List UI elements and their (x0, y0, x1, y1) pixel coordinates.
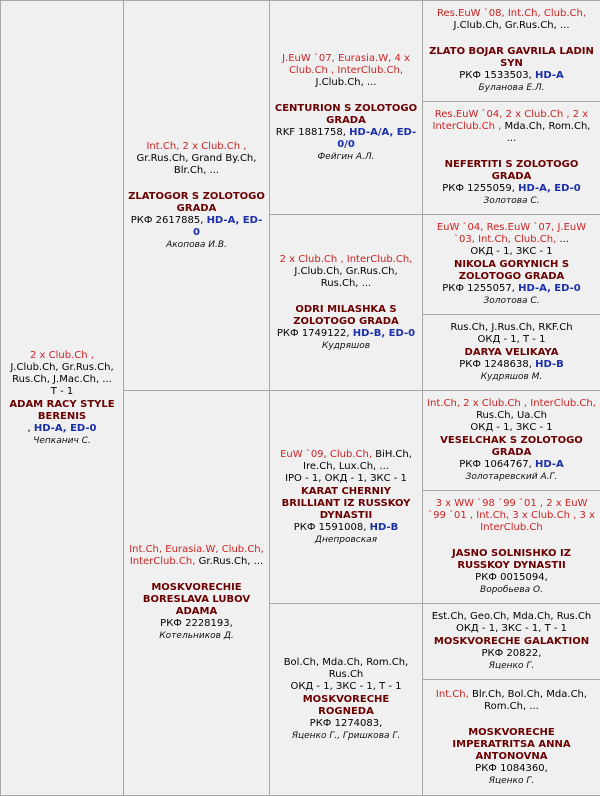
owner: Кудряшов М. (427, 371, 596, 383)
titles: Rus.Ch, J.Rus.Ch, RKF.Ch (427, 322, 596, 334)
registration: РКФ 1749122, HD-B, ED-0 (274, 328, 418, 340)
owner: Котельников Д. (128, 630, 265, 642)
titles: 2 x Club.Ch , InterClub.Ch, J.Club.Ch, Gr.Rus.Ch, Rus.Ch, ... (274, 254, 418, 290)
dog-name[interactable]: ZLATO BOJAR GAVRILA LADIN SYN (427, 46, 596, 70)
dog-name[interactable]: NEFERTITI S ZOLOTOGO GRADA (427, 159, 596, 183)
dog-name[interactable]: ZLATOGOR S ZOLOTOGO GRADA (128, 191, 265, 215)
extra-info: T - 1 (5, 386, 119, 398)
dog-cell-dsd (423, 491, 600, 604)
registration: РКФ 1084360, (427, 763, 596, 775)
health-result: HD-A, ED-0 (518, 283, 581, 294)
dog-cell-sire (124, 1, 270, 391)
dog-name[interactable]: MOSKVORECHIE BORESLAVA LUBOV ADAMA (128, 582, 265, 618)
titles: EuW `09, Club.Ch, BiH.Ch, Ire.Ch, Lux.Ch, ... (274, 449, 418, 473)
health-result: HD-B (370, 522, 399, 533)
extra-info: ОКД - 1, ЗКС - 1, Т - 1 (427, 623, 596, 635)
health-result: HD-B, ED-0 (353, 328, 415, 339)
titles: 3 x WW `98 `99 `01 , 2 x EuW `99 `01 , Int.Ch, 3 x Club.Ch , 3 x InterClub.Ch (427, 498, 596, 534)
dog-cell-ss (270, 1, 423, 215)
owner: Днепровская (274, 534, 418, 546)
registration: РКФ 1591008, HD-B (274, 522, 418, 534)
dog-cell-root (1, 1, 124, 796)
health-result: HD-A (535, 70, 564, 81)
titles: Int.Ch, 2 x Club.Ch , InterClub.Ch, Rus.Ch, Ua.Ch (427, 398, 596, 422)
dog-cell-sds (423, 215, 600, 315)
extra-info: IPO - 1, ОКД - 1, ЗКС - 1 (274, 473, 418, 485)
registration: РКФ 1255059, HD-A, ED-0 (427, 183, 596, 195)
health-result: HD-A, ED-0 (193, 215, 262, 238)
titles: Res.EuW `04, 2 x Club.Ch , 2 x InterClub.Ch , Mda.Ch, Rom.Ch, ... (427, 109, 596, 145)
owner: Фейгин А.Л. (274, 151, 418, 163)
dog-name[interactable]: ADAM RACY STYLE BERENIS (5, 399, 119, 423)
owner: Яценко Г. (427, 660, 596, 672)
dog-name[interactable]: KARAT CHERNIY BRILLIANT IZ RUSSKOY DYNASTII (274, 486, 418, 522)
health-result: HD-A/A, ED-0/0 (337, 127, 416, 150)
registration: РКФ 2228193, (128, 618, 265, 630)
dog-cell-sd (270, 215, 423, 391)
registration: , HD-A, ED-0 (5, 423, 119, 435)
registration: РКФ 1533503, HD-A (427, 70, 596, 82)
owner: Яценко Г. (427, 775, 596, 787)
titles: Int.Ch, Blr.Ch, Bol.Ch, Mda.Ch, Rom.Ch, ... (427, 689, 596, 713)
dog-cell-ds (270, 391, 423, 604)
extra-info: ОКД - 1, Т - 1 (427, 334, 596, 346)
dog-name[interactable]: MOSKVORECHE IMPERATRITSA ANNA ANTONOVNA (427, 727, 596, 763)
health-result: HD-B (535, 359, 564, 370)
registration: РКФ 1248638, HD-B (427, 359, 596, 371)
dog-name[interactable]: MOSKVORECHE GALAKTION (427, 636, 596, 648)
titles: Est.Ch, Geo.Ch, Mda.Ch, Rus.Ch (427, 611, 596, 623)
dog-cell-sdd (423, 315, 600, 391)
titles: Res.EuW `08, Int.Ch, Club.Ch, J.Club.Ch, Gr.Rus.Ch, ... (427, 8, 596, 32)
registration: РКФ 1064767, HD-A (427, 459, 596, 471)
dog-name[interactable]: MOSKVORECHE ROGNEDA (274, 694, 418, 718)
owner: Акопова И.В. (128, 239, 265, 251)
owner: Золотова С. (427, 195, 596, 207)
dog-cell-sss (423, 1, 600, 102)
registration: РКФ 20822, (427, 648, 596, 660)
dog-name[interactable]: NIKOLA GORYNICH S ZOLOTOGO GRADA (427, 259, 596, 283)
registration: РКФ 1255057, HD-A, ED-0 (427, 283, 596, 295)
dog-cell-dam (124, 391, 270, 796)
titles: Bol.Ch, Mda.Ch, Rom.Ch, Rus.Ch (274, 657, 418, 681)
extra-info: ОКД - 1, ЗКС - 1, Т - 1 (274, 681, 418, 693)
registration: RKF 1881758, HD-A/A, ED-0/0 (274, 127, 418, 151)
owner: Кудряшов (274, 340, 418, 352)
owner: Воробьева О. (427, 584, 596, 596)
registration: РКФ 0015094, (427, 572, 596, 584)
titles: Int.Ch, Eurasia.W, Club.Ch, InterClub.Ch, Gr.Rus.Ch, ... (128, 544, 265, 568)
health-result: HD-A (535, 459, 564, 470)
owner: Чепканич С. (5, 435, 119, 447)
dog-name[interactable]: DARYA VELIKAYA (427, 347, 596, 359)
dog-name[interactable]: ODRI MILASHKA S ZOLOTOGO GRADA (274, 304, 418, 328)
owner: Буланова Е.Л. (427, 82, 596, 94)
dog-cell-dss (423, 391, 600, 491)
health-result: HD-A, ED-0 (518, 183, 581, 194)
titles: Int.Ch, 2 x Club.Ch , Gr.Rus.Ch, Grand By.Ch, Blr.Ch, ... (128, 141, 265, 177)
titles: EuW `04, Res.EuW `07, J.EuW `03, Int.Ch, Club.Ch, ... (427, 222, 596, 246)
dog-name[interactable]: CENTURION S ZOLOTOGO GRADA (274, 103, 418, 127)
health-result: HD-A, ED-0 (34, 423, 97, 434)
dog-cell-ddd (423, 680, 600, 796)
titles: J.EuW `07, Eurasia.W, 4 x Club.Ch , InterClub.Ch, J.Club.Ch, ... (274, 53, 418, 89)
titles: 2 x Club.Ch , J.Club.Ch, Gr.Rus.Ch, Rus.Ch, J.Mac.Ch, ... (5, 350, 119, 386)
dog-name[interactable]: VESELCHAK S ZOLOTOGO GRADA (427, 435, 596, 459)
registration: РКФ 2617885, HD-A, ED-0 (128, 215, 265, 239)
owner: Золотаревский А.Г. (427, 471, 596, 483)
registration: РКФ 1274083, (274, 718, 418, 730)
dog-name[interactable]: JASNO SOLNISHKO IZ RUSSKOY DYNASTII (427, 548, 596, 572)
owner: Яценко Г., Гришкова Г. (274, 730, 418, 742)
extra-info: ОКД - 1, ЗКС - 1 (427, 422, 596, 434)
owner: Золотова С. (427, 295, 596, 307)
dog-cell-dd (270, 604, 423, 796)
dog-cell-ssd (423, 102, 600, 215)
extra-info: ОКД - 1, ЗКС - 1 (427, 246, 596, 258)
dog-cell-dds (423, 604, 600, 680)
